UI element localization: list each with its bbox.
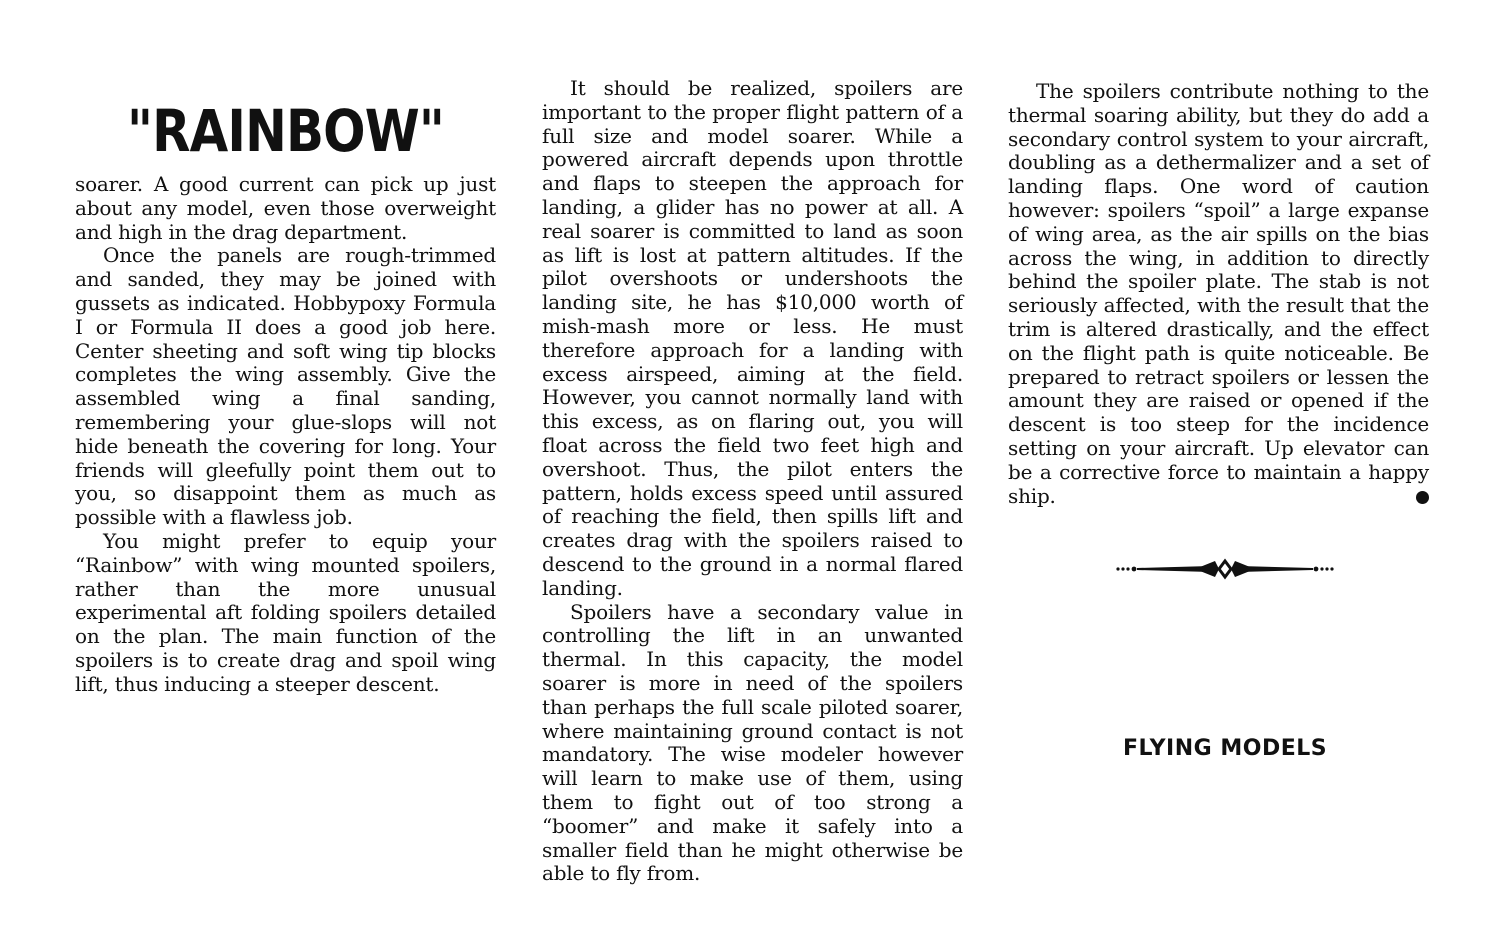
paragraph: Once the panels are rough-trimmed and sanded, they may be joined with gussets as indicated. Hobbypoxy Formula I or Formula II does a good job here. Center sheeting and soft wing tip blocks completes the wing assembly. Give the assembled wing a final sanding, remembering your glue-slops will not hide beneath the covering for long. Your friends will gleefully point them out to you, so disappoint them as much as possible with a flawless job. (75, 243, 496, 530)
paragraph: It should be realized, spoilers are important to the proper flight pattern of a full size and model soarer. While a powered aircraft depends upon throttle and flaps to steepen the approach for landing, a glider has no power at all. A real soarer is committed to land as soon as lift is lost at pattern altitudes. If the pilot overshoots or undershoots the landing site, he has $10,000 worth of mish-mash more or less. He must therefore approach for a landing with excess airspeed, aiming at the field. However, you cannot normally land with this excess, as on flaring out, you will float across the field two feet high and overshoot. Thus, the pilot enters the pattern, holds excess speed until assured of reaching the field, then spills lift and creates drag with the spoilers raised to descend to the ground in a normal flared landing. (542, 76, 963, 600)
text-column-2 (542, 77, 963, 886)
ornamental-divider-icon (1115, 556, 1335, 582)
paragraph: Spoilers have a secondary value in controlling the lift in an unwanted thermal. In this capacity, the model soarer is more in need of the spoilers than perhaps the full scale piloted soarer, where maintaining ground contact is not mandatory. The wise modeler however will learn to make use of them, using them to fight out of too strong a “boomer” and make it safely into a smaller field than he might otherwise be able to fly from. (542, 599, 963, 886)
paragraph-with-end-mark (1008, 80, 1429, 508)
paragraph: You might prefer to equip your “Rainbow” with wing mounted spoilers, rather than the more unusual experimental aft folding spoilers detailed on the plan. The main function of the spoilers is to create drag and spoil wing lift, thus inducing a steeper descent. (75, 528, 496, 696)
paragraph-text: The spoilers contribute nothing to the thermal soaring ability, but they do add a secondary control system to your aircraft, doubling as a dethermalizer and a set of landing flaps. One word of caution however: spoilers “spoil” a large expanse of wing area, as the air spills on the bias across the wing, in addition to directly behind the spoiler plate. The stab is not seriously affected, with the result that the trim is altered drastically, and the effect on the flight path is quite noticeable. Be prepared to retract spoilers or lessen the amount they are raised or opened if the descent is too steep for the incidence setting on your aircraft. Up elevator can be a corrective force to maintain a happy ship. (1008, 79, 1429, 508)
article-title: "RAINBOW" (126, 97, 444, 165)
paragraph: soarer. A good current can pick up just about any model, even those overweight and high in the drag department. (75, 172, 496, 244)
text-column-3 (1008, 80, 1429, 508)
end-of-article-dot-icon (1416, 491, 1429, 504)
publication-name: FLYING MODELS (1123, 736, 1328, 761)
text-column-1 (75, 173, 496, 697)
